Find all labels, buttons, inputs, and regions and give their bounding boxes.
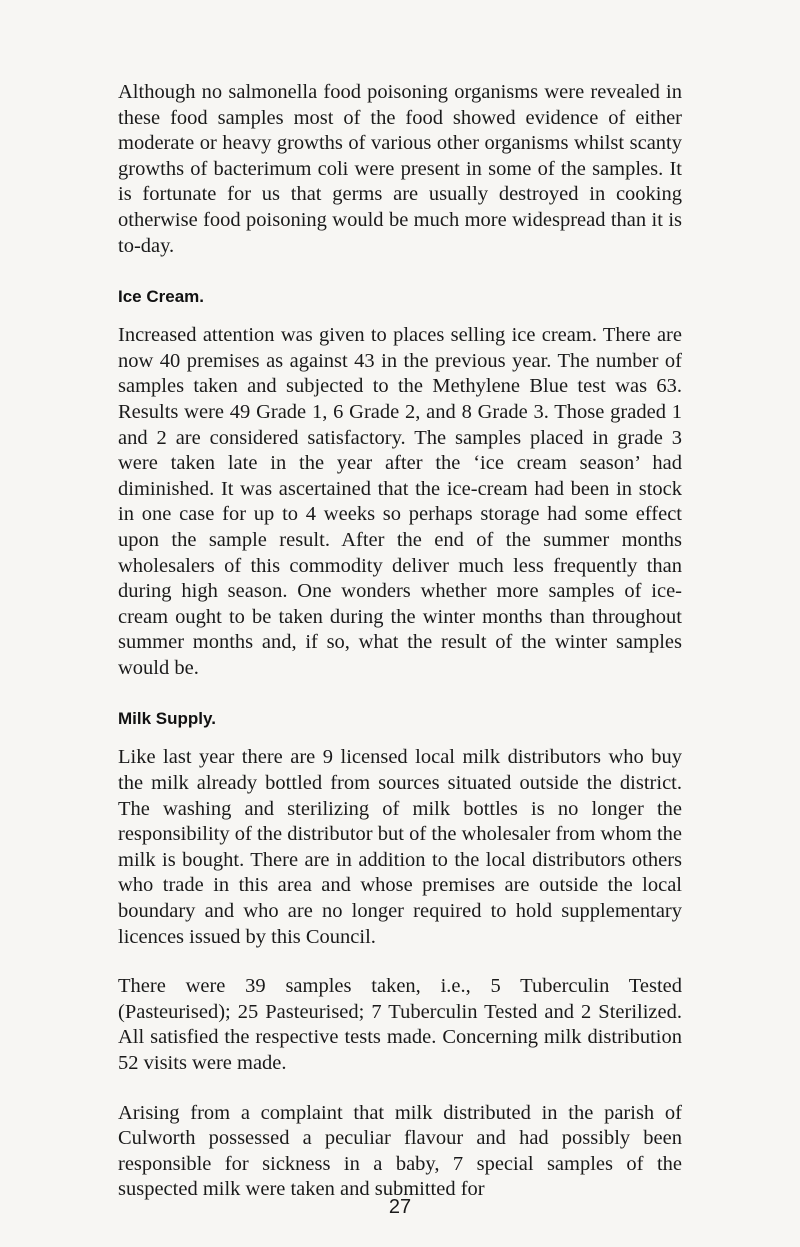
intro-paragraph: Although no salmonella food poisoning organisms were revealed in these food samples most of the food showed evidence of either moderate or heavy growths of various other organisms whilst scanty growths of bacterimum coli were present in some of the samples. It is fortunate for us that germs are usually destroyed in cooking otherwise food poisoning would be much more widespread than it is to-day. <box>118 81 682 257</box>
milk-supply-paragraph-1: Like last year there are 9 licensed local milk distributors who buy the milk already bottled from sources situated outside the district. The washing and sterilizing of milk bottles is no longer the responsibility of the distributor but of the wholesaler from whom the milk is bought. There are in addition to the local distributors others who trade in this area and whose premises are outside the local boundary and who are no longer required to hold supplementary licences issued by this Council. <box>118 746 682 948</box>
milk-supply-paragraph-3: Arising from a complaint that milk distributed in the parish of Culworth possessed a peculiar flavour and had possibly been responsible for sickness in a baby, 7 special samples of the suspected milk were taken and submitted for <box>118 1101 682 1201</box>
ice-cream-heading: Ice Cream. <box>118 287 204 307</box>
milk-supply-paragraph-2: There were 39 samples taken, i.e., 5 Tuberculin Tested (Pasteurised); 25 Pasteurised; 7 Tuberculin Tested and 2 Sterilized. All satisfied the respective tests made. Concerning milk distribution 52 visits were made. <box>118 975 682 1074</box>
page-number: 27 <box>388 1196 412 1218</box>
milk-supply-heading: Milk Supply. <box>118 709 216 729</box>
ice-cream-paragraph: Increased attention was given to places selling ice cream. There are now 40 premises as against 43 in the previous year. The number of samples taken and subjected to the Methylene Blue test was 63. Results were 49 Grade 1, 6 Grade 2, and 8 Grade 3. Those graded 1 and 2 are considered satisfactory. The samples placed in grade 3 were taken late in the year after the ‘ice cream season’ had diminished. It was ascertained that the ice-cream had been in stock in one case for up to 4 weeks so perhaps storage had some effect upon the sample result. After the end of the summer months wholesalers of this commodity deliver much less frequently than during high season. One wonders whether more samples of ice-cream ought to be taken during the winter months than throughout summer months and, if so, what the result of the winter samples would be. <box>118 324 682 679</box>
page-content <box>118 80 682 1203</box>
